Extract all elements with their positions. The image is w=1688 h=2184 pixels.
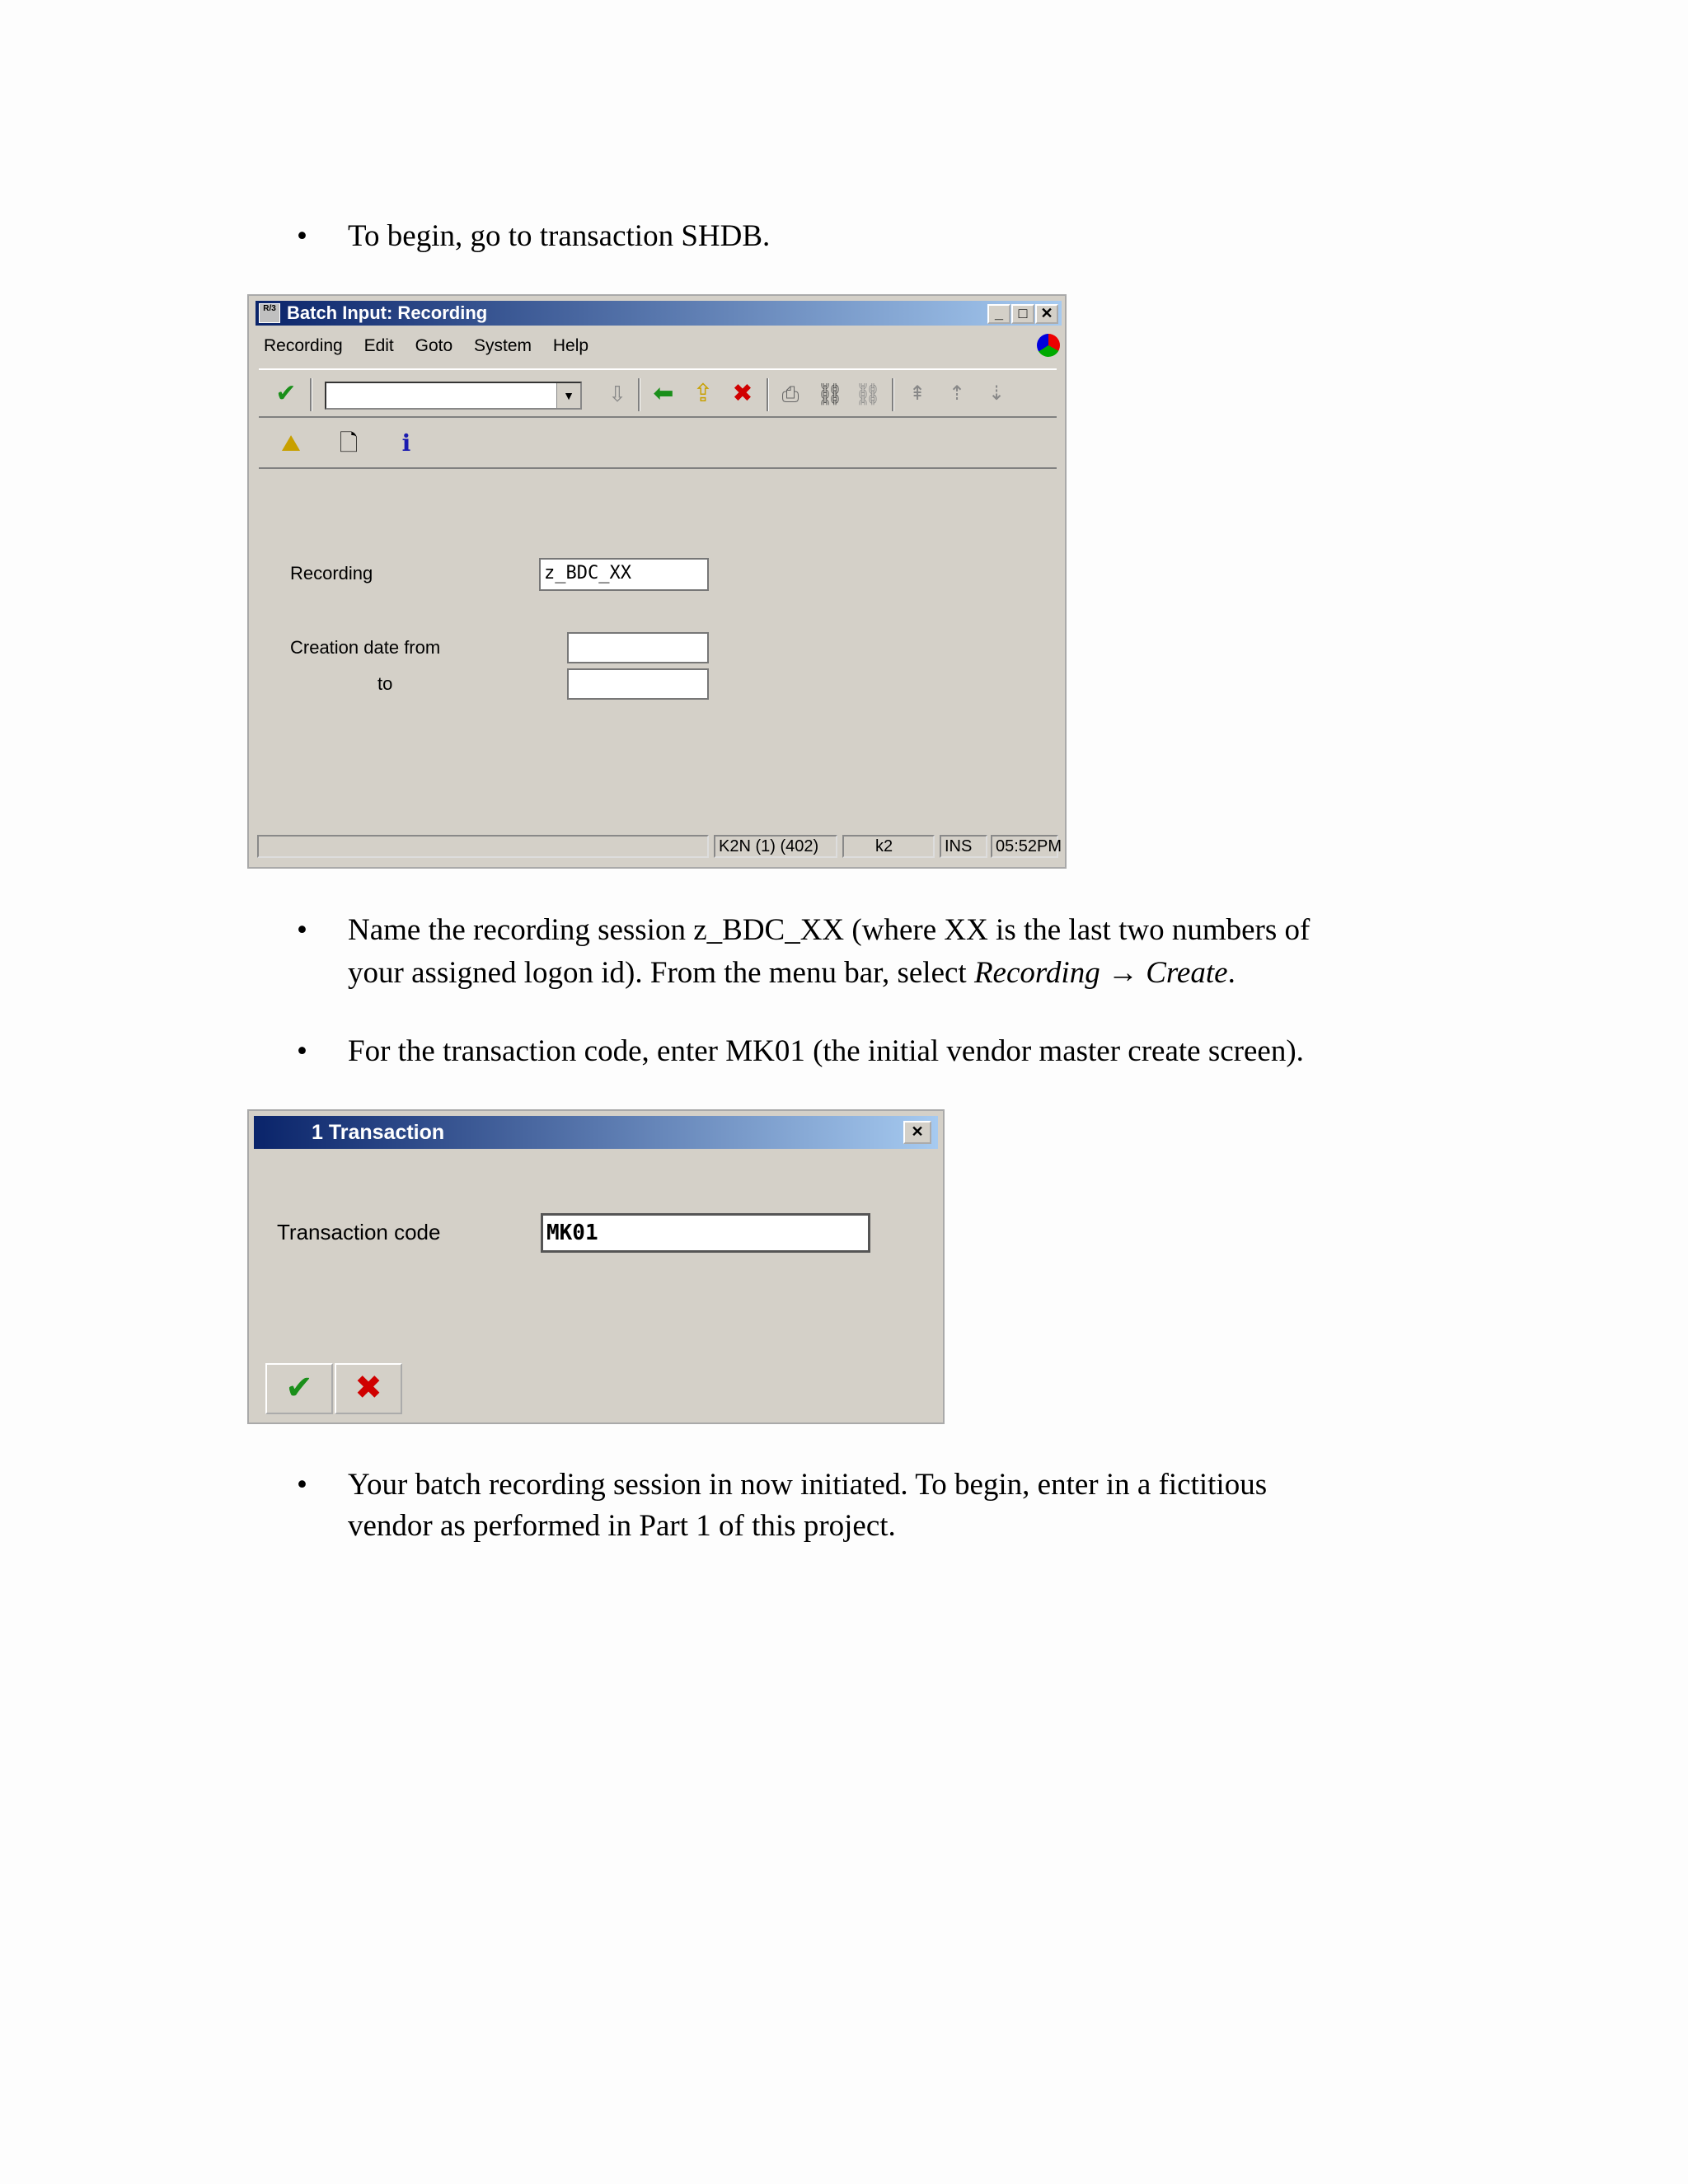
- menu-goto[interactable]: Goto: [415, 336, 453, 355]
- status-mode: INS: [940, 835, 987, 858]
- creation-date-from-label: Creation date from: [290, 637, 441, 658]
- bullet-dot: •: [297, 913, 307, 947]
- standard-toolbar: [259, 368, 1057, 418]
- sap-app-icon: R/3: [259, 303, 280, 323]
- status-time: 05:52PM: [991, 835, 1058, 858]
- period: .: [1227, 956, 1236, 990]
- transaction-dialog: [247, 1109, 945, 1424]
- find-icon[interactable]: ⛓: [816, 382, 844, 406]
- chevron-down-icon[interactable]: ▼: [556, 383, 580, 408]
- instruction-text-line2: [348, 953, 1236, 994]
- info-icon[interactable]: ℹ: [401, 430, 411, 456]
- menu-bar: [264, 334, 605, 359]
- close-button[interactable]: ✕: [1035, 304, 1058, 324]
- cancel-icon[interactable]: ✖: [732, 380, 753, 407]
- status-client: k2: [842, 835, 935, 858]
- prev-page-icon[interactable]: ⇡: [948, 382, 966, 405]
- save-icon[interactable]: ⇩: [608, 382, 626, 406]
- recording-name-field[interactable]: z_BDC_XX: [539, 558, 709, 591]
- creation-date-to-field[interactable]: [567, 668, 709, 700]
- transaction-code-label: Transaction code: [277, 1220, 441, 1244]
- instruction-text: your assigned logon id). From the menu bar, select: [348, 956, 974, 990]
- exit-icon[interactable]: ⇪: [692, 380, 714, 407]
- instruction-text-line1: Name the recording session z_BDC_XX (where XX is the last two numbers of: [348, 913, 1311, 947]
- minimize-button[interactable]: _: [987, 304, 1010, 324]
- first-page-icon[interactable]: ⇞: [908, 382, 926, 405]
- dialog-title: 1 Transaction: [312, 1121, 445, 1144]
- menu-reference-recording: Recording: [973, 956, 1100, 990]
- window-titlebar: [256, 301, 1062, 326]
- maximize-button[interactable]: □: [1011, 304, 1034, 324]
- instruction-text: For the transaction code, enter MK01 (the initial vendor master create screen).: [348, 1034, 1304, 1068]
- instruction-step-2: [297, 910, 1533, 1001]
- menu-system[interactable]: System: [473, 336, 532, 355]
- sap-globe-icon: [1037, 334, 1060, 357]
- status-bar: [257, 832, 1062, 861]
- toolbar-separator: [767, 378, 769, 411]
- recording-label: Recording: [290, 563, 373, 583]
- dialog-titlebar: [254, 1116, 938, 1149]
- instruction-step-4: [297, 1465, 1533, 1555]
- menu-help[interactable]: Help: [552, 336, 589, 355]
- bullet-dot: •: [297, 1468, 307, 1502]
- status-message: [257, 835, 709, 858]
- menu-recording[interactable]: Recording: [264, 336, 343, 355]
- transaction-code-field[interactable]: MK01: [541, 1213, 870, 1253]
- confirm-button[interactable]: ✔: [265, 1363, 333, 1414]
- toolbar-separator: [638, 378, 640, 411]
- batch-input-recording-window: [247, 294, 1067, 869]
- application-toolbar: [259, 419, 1057, 469]
- window-title: Batch Input: Recording: [287, 302, 488, 323]
- command-field[interactable]: [325, 382, 582, 410]
- back-arrow-icon[interactable]: ⬅: [653, 380, 674, 407]
- print-icon[interactable]: ⎙: [781, 382, 799, 406]
- toolbar-separator: [892, 378, 894, 411]
- creation-date-to-label: to: [377, 673, 393, 694]
- menu-edit[interactable]: Edit: [363, 336, 394, 355]
- toolbar-separator: [310, 378, 312, 411]
- arrow-icon: →: [1107, 956, 1138, 990]
- enter-check-icon[interactable]: ✔: [275, 380, 297, 407]
- close-button[interactable]: ✕: [903, 1121, 931, 1144]
- bullet-dot: •: [297, 1034, 307, 1068]
- instruction-text-line1: Your batch recording session in now initiated. To begin, enter in a fictitious: [348, 1468, 1268, 1502]
- menu-reference-create: Create: [1146, 956, 1228, 990]
- overview-icon[interactable]: ⛰: [281, 430, 301, 456]
- instruction-text-line2: vendor as performed in Part 1 of this project.: [348, 1509, 896, 1543]
- cancel-button[interactable]: ✖: [335, 1363, 402, 1414]
- status-system: K2N (1) (402): [714, 835, 837, 858]
- find-next-icon[interactable]: ⛓: [854, 382, 882, 406]
- creation-date-from-field[interactable]: [567, 632, 709, 663]
- next-page-icon[interactable]: ⇣: [987, 382, 1006, 405]
- bullet-dot: •: [297, 219, 307, 253]
- new-recording-icon[interactable]: 🗋: [339, 430, 359, 456]
- instruction-text: To begin, go to transaction SHDB.: [348, 219, 771, 253]
